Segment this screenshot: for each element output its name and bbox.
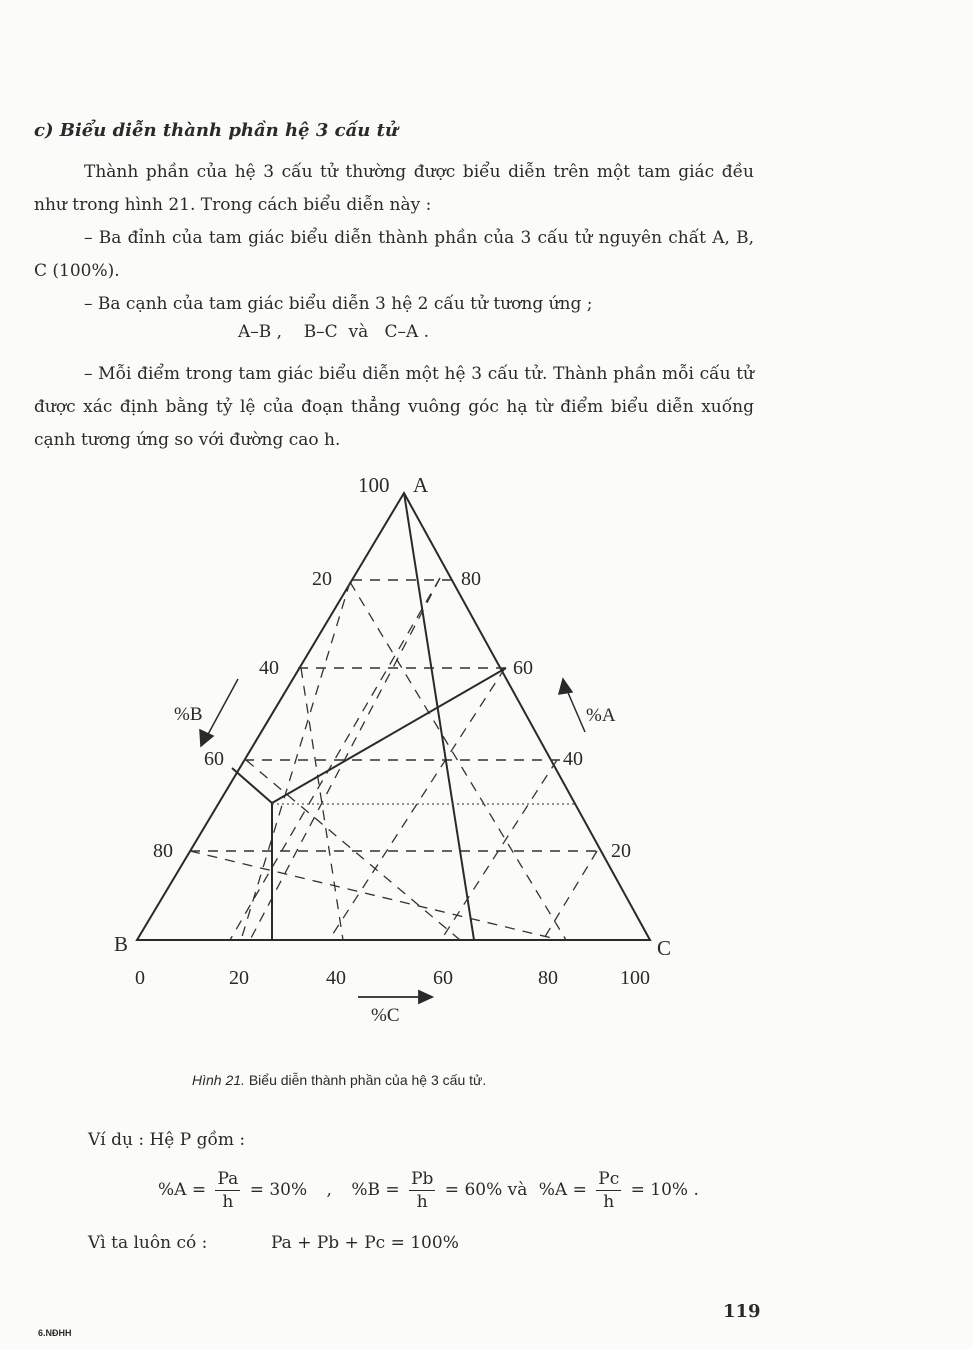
formula-a-right: = 30% xyxy=(249,1180,308,1200)
bottom-tick-60: 60 xyxy=(433,967,453,989)
axis-arrow-a xyxy=(559,679,585,732)
example-intro: Ví dụ : Hệ P gồm : xyxy=(88,1130,246,1150)
right-tick-20: 20 xyxy=(611,840,631,862)
figure-caption-label: Hình 21. xyxy=(192,1072,245,1088)
vertex-b-label: B xyxy=(114,932,129,956)
formula-c-denominator: h xyxy=(603,1192,615,1212)
paragraph-edges-text: – Ba cạnh của tam giác biểu diễn 3 hệ 2 cấu tử tương ứng ; xyxy=(84,294,593,314)
paragraph-vertices-text: – Ba đỉnh của tam giác biểu diễn thành phần của 3 cấu tử nguyên chất A, B, C (100%). xyxy=(34,228,754,281)
paragraph-points-text: – Mỗi điểm trong tam giác biểu diễn một hệ 3 cấu tử. Thành phần mỗi cấu tử được xác định bằng tỷ lệ của đoạn thẳng vuông góc hạ từ điểm biểu diễn xuống cạnh tương ứng so với đường cao h. xyxy=(34,364,754,450)
section-heading: c) Biểu diễn thành phần hệ 3 cấu tử xyxy=(34,120,398,141)
left-tick-60: 60 xyxy=(204,748,224,770)
axis-a-label: %A xyxy=(586,705,616,726)
formula-b-denominator: h xyxy=(416,1192,428,1212)
conclusion-lead: Vì ta luôn có : xyxy=(88,1233,208,1253)
axis-c-label: %C xyxy=(371,1005,400,1026)
left-tick-80: 80 xyxy=(153,840,173,862)
triangle-outline xyxy=(137,493,650,940)
bottom-tick-0: 0 xyxy=(135,967,145,989)
formula-a-left: %A = xyxy=(158,1180,207,1200)
right-tick-60: 60 xyxy=(513,657,533,679)
bottom-tick-20: 20 xyxy=(229,967,249,989)
formula-b-numerator: Pb xyxy=(411,1169,434,1189)
page-number: 119 xyxy=(723,1301,761,1322)
formula-separator: , xyxy=(326,1180,332,1200)
right-tick-80: 80 xyxy=(461,568,481,590)
apex-value-label: 100 xyxy=(358,473,390,497)
formula-b-fraction xyxy=(409,1168,435,1213)
example-formulas xyxy=(158,1168,699,1213)
formula-c-fraction xyxy=(596,1168,621,1213)
axis-arrow-b xyxy=(200,679,238,746)
axis-arrow-c xyxy=(358,991,432,1003)
axis-b-label: %B xyxy=(174,704,203,725)
paragraph-intro-text: Thành phần của hệ 3 cấu tử thường được biểu diễn trên một tam giác đều như trong hình 21. Trong cách biểu diễn này : xyxy=(34,162,754,215)
left-tick-40: 40 xyxy=(259,657,279,679)
formula-c-left: %A = xyxy=(538,1180,587,1200)
horizontal-gridlines xyxy=(190,580,597,851)
formula-c-right: = 10% . xyxy=(630,1180,699,1200)
formula-a-numerator: Pa xyxy=(217,1169,239,1189)
formula-b-left: %B = xyxy=(351,1180,400,1200)
point-p-lines xyxy=(232,493,506,940)
formula-a-denominator: h xyxy=(222,1192,234,1212)
bottom-tick-80: 80 xyxy=(538,967,558,989)
figure-caption xyxy=(192,1072,486,1088)
formula-b-right: = 60% và xyxy=(444,1180,528,1200)
vertex-a-label: A xyxy=(413,473,429,497)
slanted-gridlines xyxy=(190,578,597,940)
figure-caption-text: Biểu diễn thành phần của hệ 3 cấu tử. xyxy=(248,1072,487,1088)
vertex-c-label: C xyxy=(657,936,672,960)
left-tick-20: 20 xyxy=(312,568,332,590)
bottom-tick-100: 100 xyxy=(620,967,650,989)
bottom-tick-40: 40 xyxy=(326,967,346,989)
conclusion-equation: Pa + Pb + Pc = 100% xyxy=(271,1233,459,1253)
formula-a-fraction xyxy=(215,1168,240,1213)
footer-mark: 6.NĐHH xyxy=(38,1328,72,1338)
edge-pairs: A–B , B–C và C–A . xyxy=(238,322,430,342)
right-tick-40: 40 xyxy=(563,748,583,770)
formula-c-numerator: Pc xyxy=(598,1169,620,1189)
